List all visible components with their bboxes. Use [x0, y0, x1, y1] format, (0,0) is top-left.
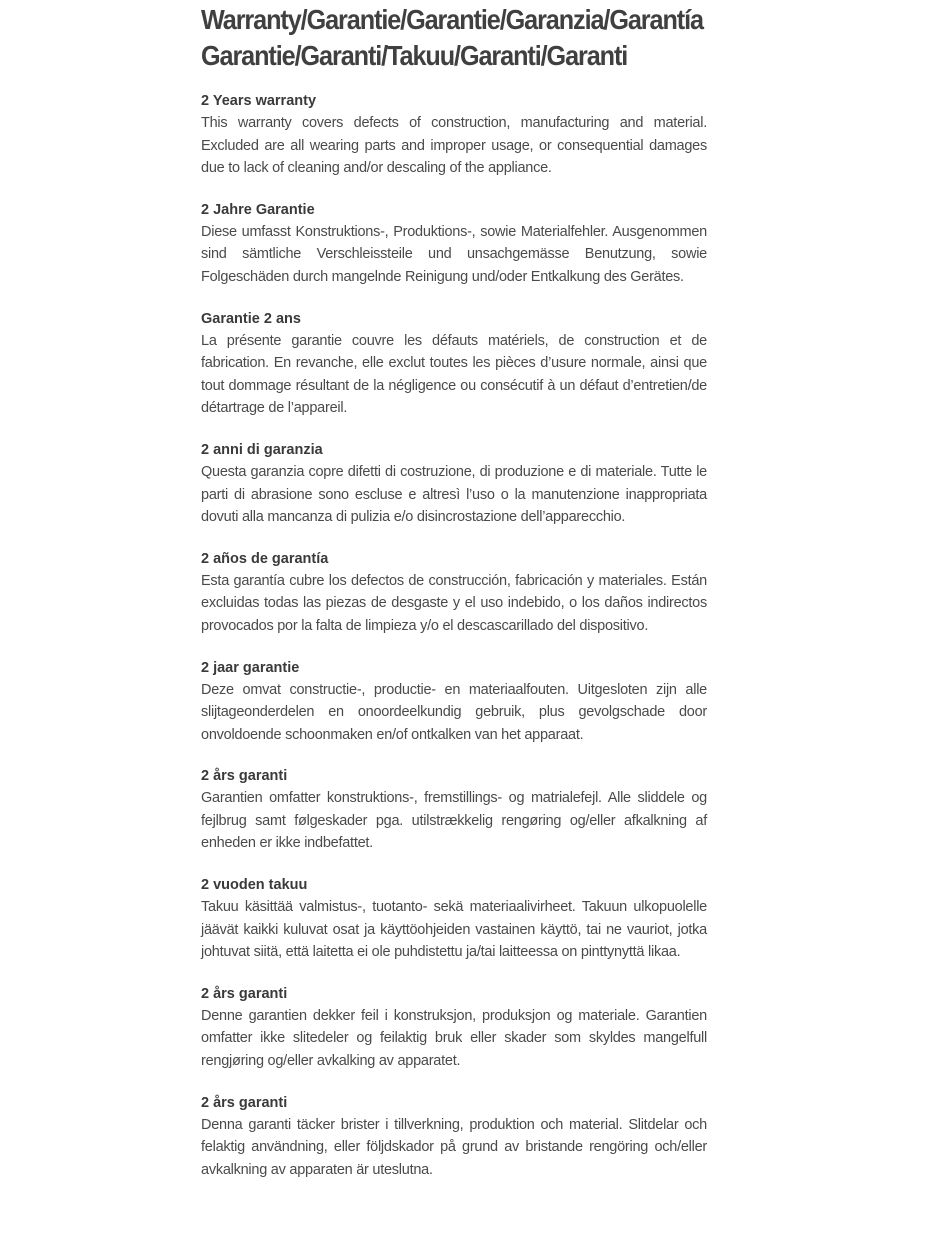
section-heading: 2 jaar garantie [201, 659, 300, 676]
page-title [201, 0, 703, 74]
section-heading: Garantie 2 ans [201, 310, 301, 327]
section-heading: 2 vuoden takuu [201, 877, 308, 894]
warranty-section-spanish [201, 548, 707, 638]
section-heading: 2 års garanti [201, 985, 288, 1002]
warranty-page [201, 0, 707, 1178]
warranty-sections [201, 90, 707, 1200]
section-heading: 2 års garanti [201, 1094, 288, 1111]
warranty-section-finnish [201, 874, 707, 964]
section-body: La présente garantie couvre les défauts matériels, de construction et de fabrication. En revanche, elle exclut toutes les pièces d’usure normale, ainsi que tout dommage résultant de la négligence ou consécutif à un défaut d’entretien/de détartrage de l’appareil. [201, 332, 707, 417]
warranty-section-dutch [201, 657, 707, 747]
section-body: Garantien omfatter konstruktions-, fremstillings- og matrialefejl. Alle sliddele og fejlbrug samt følgeskader pga. utilstrækkelig rengøring og/eller afkalkning af enheden er ikke indbefattet. [201, 790, 707, 852]
warranty-section-danish [201, 765, 707, 855]
page-title-line-1: Warranty/Garantie/Garantie/Garanzia/Garantía [201, 4, 703, 35]
section-heading: 2 años de garantía [201, 550, 329, 567]
section-body: Takuu käsittää valmistus-, tuotanto- sekä materiaalivirheet. Takuun ulkopuolelle jäävät kaikki kuluvat osat ja käyttöohjeiden vastainen käyttö, tai ne vauriot, jotka johtuvat siitä, että laitetta ei ole puhdistettu ja/tai laitteessa on pinttynyttä likaa. [201, 899, 707, 961]
section-body: Denne garantien dekker feil i konstruksjon, produksjon og materiale. Garantien omfatter ikke slitedeler og feilaktig bruk eller skader som skyldes mangelfull rengjøring og/eller avkalking av apparatet. [201, 1007, 707, 1070]
section-body: Diese umfasst Konstruktions-, Produktions-, sowie Materialfehler. Ausgenommen sind sämtliche Verschleissteile und unsachgemässe Benutzung, sowie Folgeschäden durch mangelnde Reinigung und/oder Entkalkung des Gerätes. [201, 223, 707, 285]
section-body: Denna garanti täcker brister i tillverkning, produktion och material. Slitdelar och felaktig användning, eller följdskador på grund av bristande rengöring och/eller avkalkning av apparaten är uteslutna. [201, 1116, 707, 1178]
page-title-line-2: Garantie/Garanti/Takuu/Garanti/Garanti [201, 40, 628, 71]
section-heading: 2 Years warranty [201, 93, 317, 109]
warranty-section-german [201, 199, 707, 289]
warranty-section-norwegian [201, 983, 707, 1073]
warranty-section-swedish [201, 1092, 707, 1182]
warranty-section-english [201, 90, 707, 180]
section-heading: 2 års garanti [201, 768, 288, 785]
section-body: Deze omvat constructie-, productie- en materiaalfouten. Uitgesloten zijn alle slijtageonderdelen en onoordeelkundig gebruik, plus gevolgschade door onvoldoende schoonmaken en/of ontkalken van het apparaat. [201, 681, 707, 743]
section-body: Questa garanzia copre difetti di costruzione, di produzione e di materiale. Tutte le parti di abrasione sono escluse e altresì l’uso o la manutenzione inappropriata dovuti alla mancanza di pulizia e/o disincrostazione dell’apparecchio. [201, 463, 707, 526]
warranty-section-italian [201, 439, 707, 529]
section-heading: 2 Jahre Garantie [201, 201, 315, 218]
warranty-section-french [201, 308, 707, 420]
section-heading: 2 anni di garanzia [201, 441, 323, 458]
section-body: Esta garantía cubre los defectos de construcción, fabricación y materiales. Están excluidas todas las piezas de desgaste y el uso indebido, o los daños indirectos provocados por la falta de limpieza y/o el descascarillado del dispositivo. [201, 572, 707, 634]
section-body: This warranty covers defects of construction, manufacturing and material. Excluded are all wearing parts and improper usage, or consequential damages due to lack of cleaning and/or descaling of the appliance. [201, 115, 707, 177]
